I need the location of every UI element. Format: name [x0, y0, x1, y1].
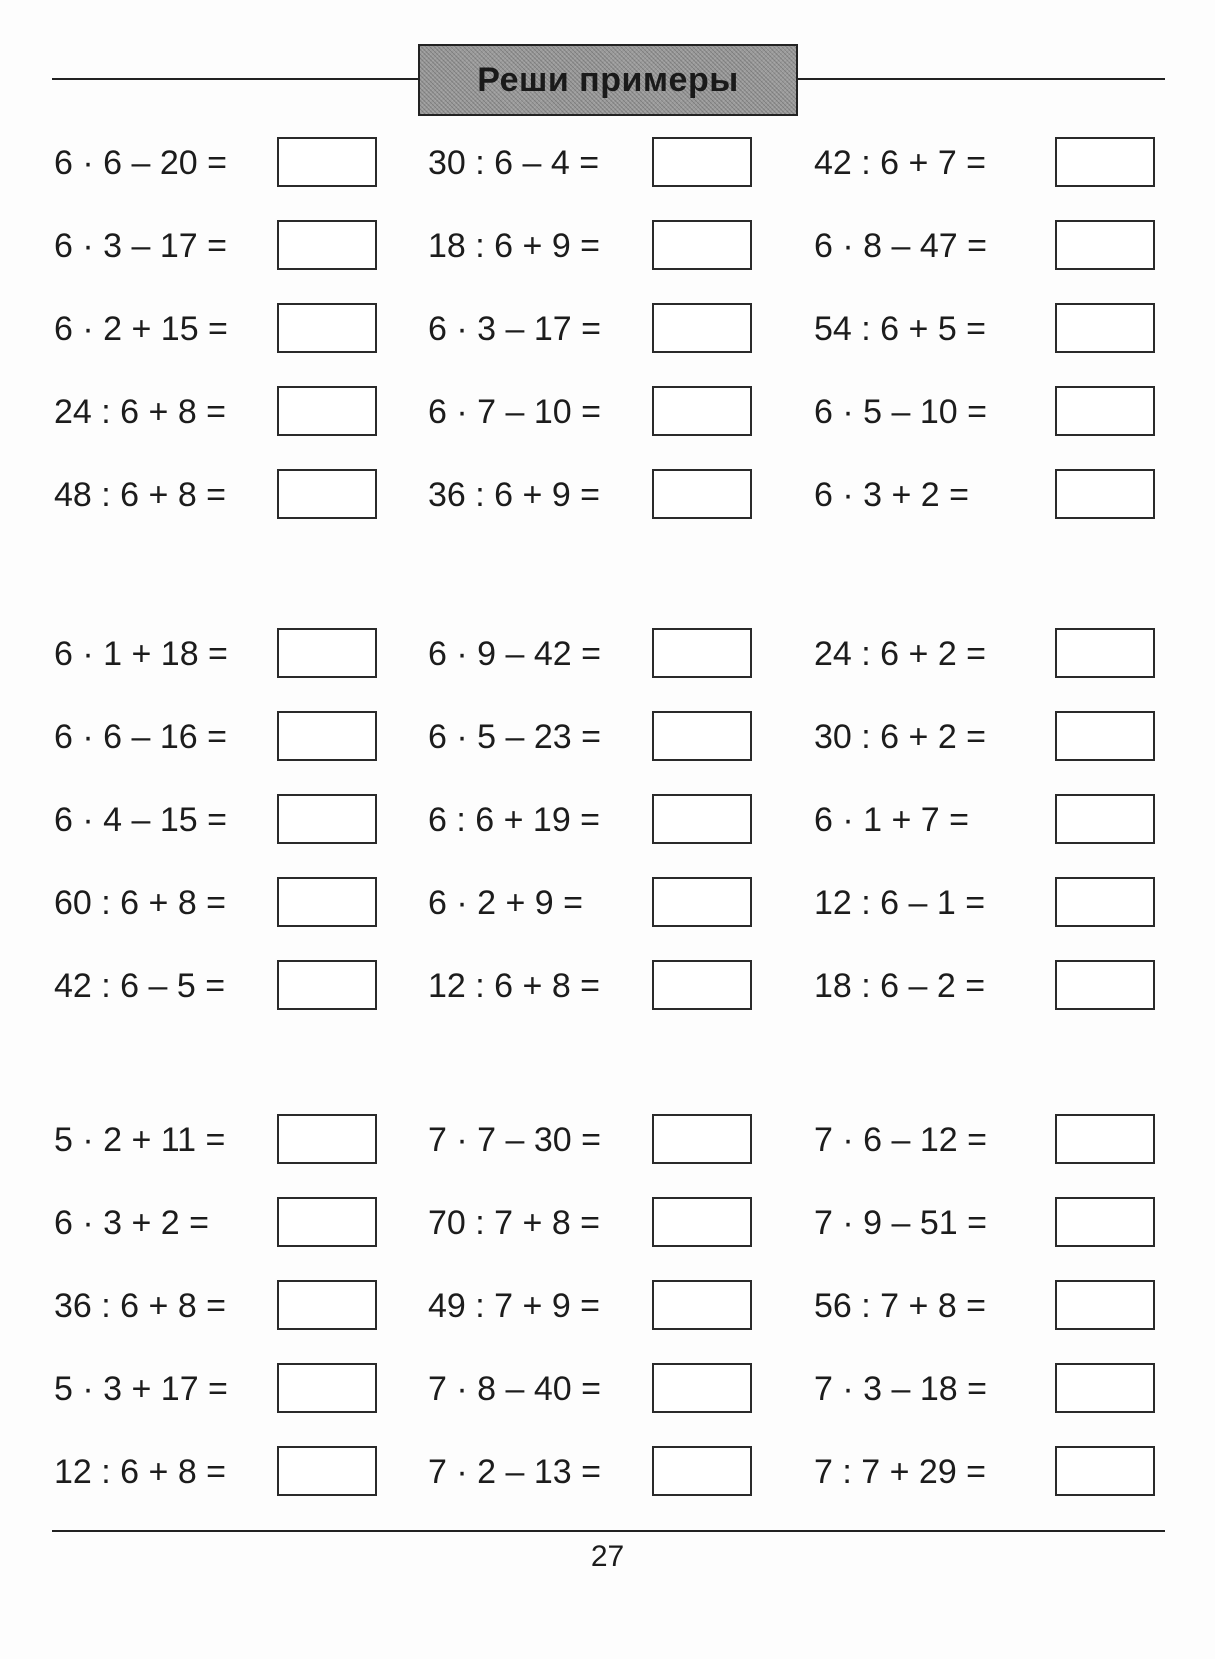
exercise-row [0, 794, 1215, 846]
exercise-row [0, 303, 1215, 355]
math-expression: 60 : 6 + 8 = [54, 884, 227, 922]
math-expression: 6 · 8 – 47 = [814, 227, 987, 265]
math-expression: 7 · 6 – 12 = [814, 1121, 987, 1159]
exercise-row [0, 469, 1215, 521]
math-expression: 6 · 5 – 10 = [814, 393, 987, 431]
answer-box[interactable] [1055, 877, 1155, 927]
answer-box[interactable] [277, 794, 377, 844]
exercise-row [0, 960, 1215, 1012]
answer-box[interactable] [1055, 303, 1155, 353]
math-expression: 49 : 7 + 9 = [428, 1287, 601, 1325]
math-expression: 30 : 6 – 4 = [428, 144, 600, 182]
exercise-row [0, 1446, 1215, 1498]
answer-box[interactable] [1055, 794, 1155, 844]
answer-box[interactable] [652, 1280, 752, 1330]
exercise-row [0, 1363, 1215, 1415]
math-expression: 6 · 2 + 9 = [428, 884, 583, 922]
answer-box[interactable] [652, 386, 752, 436]
math-expression: 6 · 6 – 20 = [54, 144, 227, 182]
answer-box[interactable] [1055, 469, 1155, 519]
math-expression: 30 : 6 + 2 = [814, 718, 987, 756]
math-expression: 36 : 6 + 9 = [428, 476, 601, 514]
math-expression: 12 : 6 – 1 = [814, 884, 986, 922]
answer-box[interactable] [277, 1280, 377, 1330]
answer-box[interactable] [652, 1446, 752, 1496]
math-expression: 6 · 2 + 15 = [54, 310, 228, 348]
math-expression: 54 : 6 + 5 = [814, 310, 987, 348]
math-expression: 7 · 3 – 18 = [814, 1370, 987, 1408]
math-expression: 6 · 7 – 10 = [428, 393, 601, 431]
answer-box[interactable] [652, 469, 752, 519]
answer-box[interactable] [277, 1114, 377, 1164]
answer-box[interactable] [277, 137, 377, 187]
math-expression: 6 · 6 – 16 = [54, 718, 227, 756]
math-expression: 7 · 8 – 40 = [428, 1370, 601, 1408]
math-expression: 6 · 3 + 2 = [814, 476, 969, 514]
math-expression: 7 · 7 – 30 = [428, 1121, 601, 1159]
answer-box[interactable] [277, 386, 377, 436]
answer-box[interactable] [1055, 628, 1155, 678]
answer-box[interactable] [1055, 1446, 1155, 1496]
math-expression: 7 · 2 – 13 = [428, 1453, 601, 1491]
exercise-row [0, 386, 1215, 438]
answer-box[interactable] [1055, 386, 1155, 436]
answer-box[interactable] [277, 220, 377, 270]
exercise-row [0, 220, 1215, 272]
bottom-rule [52, 1530, 1165, 1532]
math-expression: 24 : 6 + 8 = [54, 393, 227, 431]
math-expression: 7 : 7 + 29 = [814, 1453, 987, 1491]
math-expression: 48 : 6 + 8 = [54, 476, 227, 514]
answer-box[interactable] [277, 711, 377, 761]
math-expression: 6 · 3 – 17 = [428, 310, 601, 348]
answer-box[interactable] [277, 469, 377, 519]
math-expression: 12 : 6 + 8 = [54, 1453, 227, 1491]
exercise-row [0, 628, 1215, 680]
math-expression: 6 · 5 – 23 = [428, 718, 601, 756]
answer-box[interactable] [1055, 1363, 1155, 1413]
answer-box[interactable] [652, 137, 752, 187]
answer-box[interactable] [1055, 220, 1155, 270]
answer-box[interactable] [652, 960, 752, 1010]
answer-box[interactable] [1055, 1280, 1155, 1330]
answer-box[interactable] [652, 711, 752, 761]
exercise-row [0, 137, 1215, 189]
math-expression: 42 : 6 – 5 = [54, 967, 226, 1005]
exercise-row [0, 1197, 1215, 1249]
answer-box[interactable] [652, 1197, 752, 1247]
answer-box[interactable] [1055, 1114, 1155, 1164]
math-expression: 6 : 6 + 19 = [428, 801, 601, 839]
math-expression: 18 : 6 – 2 = [814, 967, 986, 1005]
math-expression: 42 : 6 + 7 = [814, 144, 987, 182]
answer-box[interactable] [1055, 711, 1155, 761]
answer-box[interactable] [277, 1363, 377, 1413]
math-expression: 36 : 6 + 8 = [54, 1287, 227, 1325]
math-expression: 6 · 9 – 42 = [428, 635, 601, 673]
answer-box[interactable] [652, 220, 752, 270]
answer-box[interactable] [1055, 137, 1155, 187]
answer-box[interactable] [277, 303, 377, 353]
answer-box[interactable] [652, 1363, 752, 1413]
math-expression: 24 : 6 + 2 = [814, 635, 987, 673]
answer-box[interactable] [277, 628, 377, 678]
answer-box[interactable] [277, 1446, 377, 1496]
exercise-row [0, 1280, 1215, 1332]
math-expression: 7 · 9 – 51 = [814, 1204, 987, 1242]
answer-box[interactable] [1055, 960, 1155, 1010]
page-number: 27 [590, 1540, 625, 1573]
math-expression: 18 : 6 + 9 = [428, 227, 601, 265]
answer-box[interactable] [652, 628, 752, 678]
math-expression: 6 · 1 + 7 = [814, 801, 969, 839]
math-expression: 6 · 1 + 18 = [54, 635, 228, 673]
answer-box[interactable] [652, 877, 752, 927]
math-expression: 12 : 6 + 8 = [428, 967, 601, 1005]
title-banner [418, 44, 798, 116]
math-expression: 5 · 2 + 11 = [54, 1121, 226, 1159]
answer-box[interactable] [652, 1114, 752, 1164]
answer-box[interactable] [652, 303, 752, 353]
math-expression: 6 · 3 – 17 = [54, 227, 227, 265]
answer-box[interactable] [277, 960, 377, 1010]
math-expression: 6 · 4 – 15 = [54, 801, 227, 839]
math-expression: 5 · 3 + 17 = [54, 1370, 228, 1408]
answer-box[interactable] [1055, 1197, 1155, 1247]
page-title: Реши примеры [477, 60, 739, 99]
math-expression: 70 : 7 + 8 = [428, 1204, 601, 1242]
exercise-row [0, 877, 1215, 929]
math-expression: 6 · 3 + 2 = [54, 1204, 209, 1242]
exercise-row [0, 711, 1215, 763]
math-expression: 56 : 7 + 8 = [814, 1287, 987, 1325]
answer-box[interactable] [652, 794, 752, 844]
answer-box[interactable] [277, 1197, 377, 1247]
answer-box[interactable] [277, 877, 377, 927]
exercise-row [0, 1114, 1215, 1166]
